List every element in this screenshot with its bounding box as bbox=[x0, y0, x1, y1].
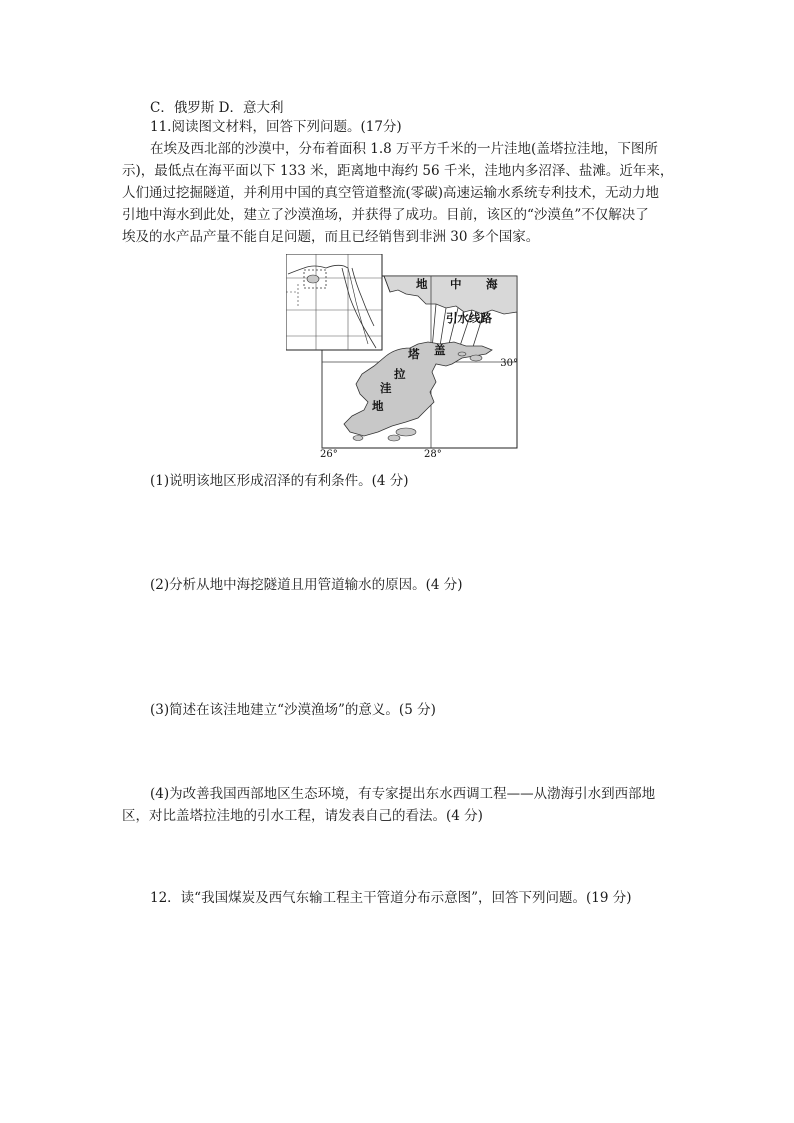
q11-para-line-2: 示)，最低点在海平面以下 133 米，距离地中海约 56 千米，洼地内多沼泽、盐滩。近年来， bbox=[122, 163, 674, 179]
map-label-wa: 洼 bbox=[380, 381, 392, 395]
lat-30-label: 30° bbox=[500, 358, 518, 369]
q11-sub2: (2)分析从地中海挖隧道且用管道输水的原因。(4 分) bbox=[150, 577, 463, 593]
q11-para-line-4: 引地中海水到此处，建立了沙漠渔场，并获得了成功。目前，该区的“沙漠鱼”不仅解决了 bbox=[122, 207, 649, 223]
q11-sub4-line1: (4)为改善我国西部地区生态环境，有专家提出东水西调工程——从渤海引水到西部地 bbox=[150, 786, 656, 802]
lon-28-label: 28° bbox=[424, 449, 442, 458]
map-label-la: 拉 bbox=[394, 367, 406, 381]
question-12-header: 12．读“我国煤炭及西气东输工程主干管道分布示意图”，回答下列问题。(19 分) bbox=[150, 890, 632, 906]
map-label-route: 引水线路 bbox=[446, 311, 492, 325]
q11-sub3: (3)简述在该洼地建立“沙漠渔场”的意义。(5 分) bbox=[150, 702, 436, 718]
qattara-map-svg bbox=[286, 254, 522, 458]
q11-para-line-5: 埃及的水产品产量不能自足问题，而且已经销售到非洲 30 多个国家。 bbox=[122, 229, 540, 245]
qattara-map bbox=[286, 254, 522, 458]
options-cd: C．俄罗斯 D．意大利 bbox=[150, 100, 284, 116]
inset-map-frame bbox=[286, 254, 382, 350]
q11-para-line-1: 在埃及西北部的沙漠中，分布着面积 1.8 万平方千米的一片洼地(盖塔拉洼地，下图所 bbox=[150, 141, 658, 157]
map-label-di2: 地 bbox=[372, 399, 384, 413]
map-label-di: 地 bbox=[416, 277, 428, 291]
map-label-gai: 盖 bbox=[434, 343, 446, 357]
q11-sub4-line2: 区，对比盖塔拉洼地的引水工程，请发表自己的看法。(4 分) bbox=[122, 808, 483, 824]
map-label-hai: 海 bbox=[486, 277, 498, 291]
map-label-ta: 塔 bbox=[408, 347, 420, 361]
q11-para-line-3: 人们通过挖掘隧道，并利用中国的真空管道整流(零碳)高速运输水系统专利技术，无动力地 bbox=[122, 185, 660, 201]
q11-sub1: (1)说明该地区形成沼泽的有利条件。(4 分) bbox=[150, 473, 409, 489]
question-11-header: 11.阅读图文材料，回答下列问题。(17分) bbox=[150, 119, 402, 135]
map-label-zhong: 中 bbox=[450, 277, 462, 291]
lon-26-label: 26° bbox=[320, 449, 338, 458]
